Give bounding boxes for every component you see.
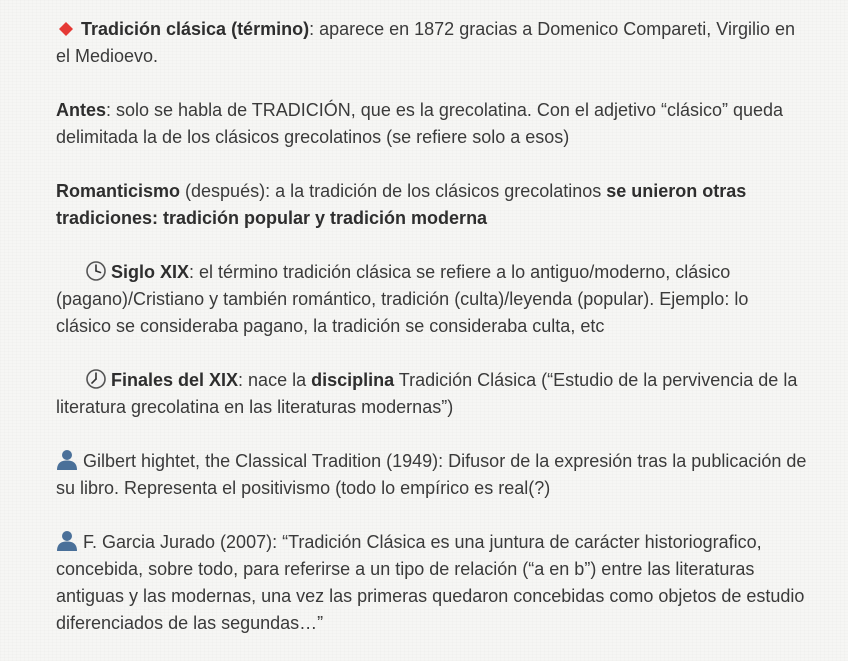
red-diamond-icon bbox=[59, 22, 73, 36]
clock-icon bbox=[86, 261, 106, 281]
siglo-xix-text: : el término tradición clásica se refiere a lo antiguo/moderno, clásico (pagano)/Cristiano y también romántico, tradición (culta)/leyenda (popular). Ejemplo: lo clásico se consideraba pagano, la tradición se consideraba culta, etc bbox=[56, 262, 749, 336]
person-icon bbox=[56, 529, 78, 551]
finales-xix-heading: Finales del XIX bbox=[111, 370, 239, 390]
clock-icon bbox=[86, 369, 106, 389]
siglo-xix-heading: Siglo XIX bbox=[111, 262, 190, 282]
paragraph-finales-xix bbox=[56, 367, 808, 421]
paragraph-antes bbox=[56, 97, 808, 151]
garcia-jurado-text: F. Garcia Jurado (2007): “Tradición Clásica es una juntura de carácter historiografico, concebida, sobre todo, para referirse a un tipo de relación (“a en b”) entre las literaturas antiguas y las modernas, una vez las primeras quedaron concebidas como objetos de estudio diferenciados de las segundas…” bbox=[56, 532, 805, 633]
romanticismo-emphasis: se unieron otras tradiciones: tradición popular y tradición moderna bbox=[56, 181, 747, 228]
antes-heading: Antes bbox=[56, 100, 107, 120]
paragraph-term bbox=[56, 16, 808, 70]
term-heading: Tradición clásica (término) bbox=[81, 19, 310, 39]
antes-text: : solo se habla de TRADICIÓN, que es la grecolatina. Con el adjetivo “clásico” queda delimitada la de los clásicos grecolatinos (se refiere solo a esos) bbox=[56, 100, 784, 147]
gilbert-hightet-text: Gilbert hightet, the Classical Tradition (1949): Difusor de la expresión tras la publicación de su libro. Representa el positivismo (todo lo empírico es real(?) bbox=[56, 451, 807, 498]
term-text: : aparece en 1872 gracias a Domenico Compareti, Virgilio en el Medioevo. bbox=[56, 19, 796, 66]
paragraph-siglo-xix bbox=[56, 259, 808, 340]
person-icon bbox=[56, 448, 78, 470]
paragraph-garcia-jurado bbox=[56, 529, 808, 637]
paragraph-romanticismo bbox=[56, 178, 808, 232]
finales-xix-text-a: : nace la bbox=[238, 370, 312, 390]
paragraph-gilbert-hightet bbox=[56, 448, 808, 502]
finales-xix-text-b: Tradición Clásica (“Estudio de la pervivencia de la literatura grecolatina en las literaturas modernas”) bbox=[56, 370, 798, 417]
romanticismo-text: (después): a la tradición de los clásicos grecolatinos bbox=[180, 181, 607, 201]
romanticismo-heading: Romanticismo bbox=[56, 181, 181, 201]
finales-xix-emphasis: disciplina bbox=[311, 370, 395, 390]
